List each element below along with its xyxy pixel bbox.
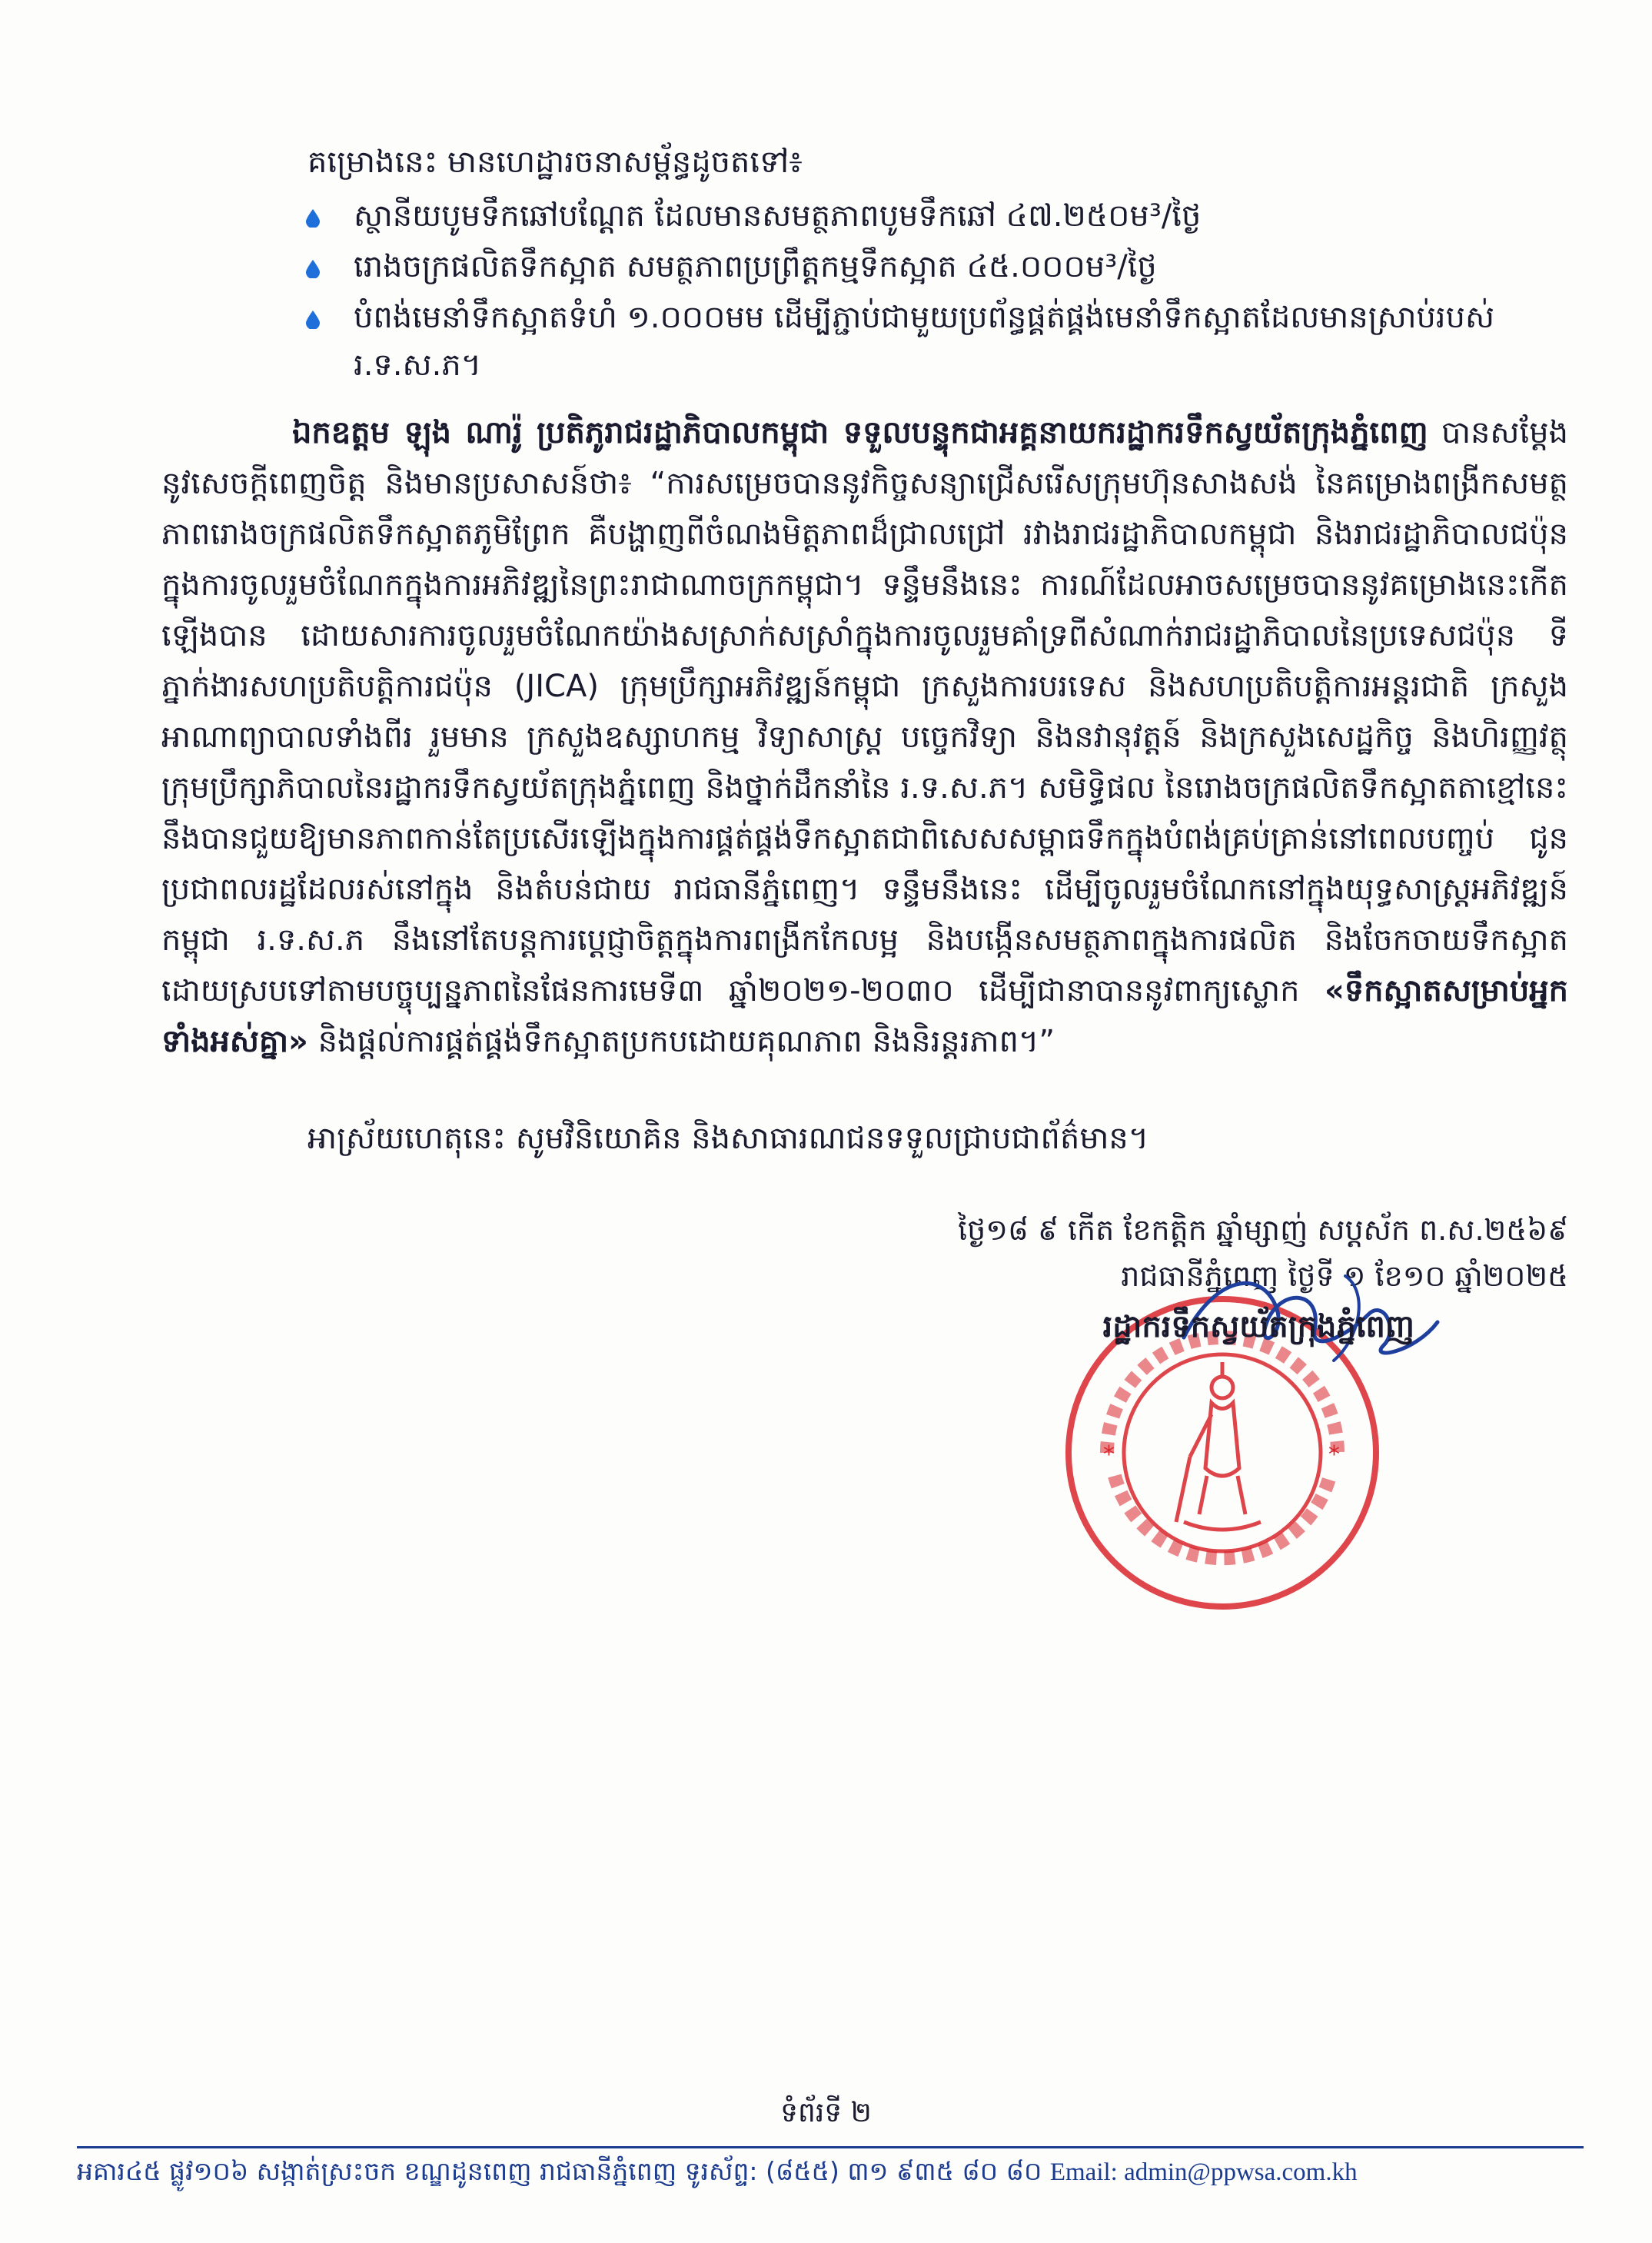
footer-address: អគារ៤៥ ផ្លូវ១០៦ សង្កាត់ស្រះចក ខណ្ឌដូនពេញ រាជធានីភ្នំពេញ ទូរស័ព្ទ: (៨៥៥) ៣១ ៩៣៥ ៨០ ៨០: [77, 2156, 1050, 2186]
list-item: [300, 192, 1568, 240]
footer-email[interactable]: Email: admin@ppwsa.com.kh: [1049, 2158, 1358, 2186]
list-item: [300, 243, 1568, 291]
footer-contact: [77, 2156, 1584, 2193]
water-drop-icon: [306, 209, 320, 228]
signatory-name: រដ្ឋាករទឹកស្វយ័តក្រុងភ្នំពេញ: [1102, 1309, 1414, 1344]
list-item-text: បំពង់មេនាំទឹកស្អាតទំហំ ១.០០០មម ដើម្បីភ្ជាប់ជាមួយប្រព័ន្ធផ្គត់ផ្គង់មេនាំទឹកស្អាតដែលមានស្រាប់របស់ រ.ទ.ស.ភ។: [354, 300, 1495, 383]
lunar-date: ថ្ងៃ១៨ ៩ កើត ខែកត្តិក ឆ្នាំម្សាញ់ សប្តស័ក ព.ស.២៥៦៩: [958, 1213, 1568, 1247]
solar-date: រាជធានីភ្នំពេញ ថ្ងៃទី ១ ខែ១០ ឆ្នាំ២០២៥: [1121, 1259, 1568, 1293]
speaker-title: ឯកឧត្តម ឡុង ណារ៉ូ ប្រតិភូរាជរដ្ឋាភិបាលកម្ពុជា ទទួលបន្ទុកជាអគ្គនាយករដ្ឋាករទឹកស្វយ័តក្រុងភ្នំពេញ: [292, 415, 1428, 450]
main-paragraph: [161, 407, 1568, 1067]
slogan: «ទឹកស្អាតសម្រាប់អ្នកទាំងអស់គ្នា»: [161, 973, 1568, 1059]
infrastructure-list: [300, 192, 1568, 392]
page-number: ទំព័រទី ២: [780, 2097, 872, 2128]
svg-text:*: *: [1103, 1441, 1115, 1468]
svg-text:*: *: [1328, 1441, 1340, 1468]
footer-divider: [77, 2146, 1584, 2148]
deity-figure-icon: [1176, 1362, 1261, 1530]
list-item-text: រោងចក្រផលិតទឹកស្អាត សមត្ថភាពប្រព្រឹត្តកម្មទឹកស្អាត ៤៥.០០០ម³/ថ្ងៃ: [354, 249, 1157, 284]
paragraph-body-end: និងផ្តល់ការផ្គត់ផ្គង់ទឹកស្អាតប្រកបដោយគុណភាព និងនិរន្តរភាព។”: [307, 1024, 1055, 1059]
closing-line: អាស្រ័យហេតុនេះ សូមវិនិយោគិន និងសាធារណជនទទួលជ្រាបជាព័ត៌មាន។: [307, 1121, 1149, 1156]
water-drop-icon: [306, 311, 320, 329]
list-item-text: ស្ថានីយបូមទឹកឆៅបណ្តែត ដែលមានសមត្ថភាពបូមទឹកឆៅ ៤៧.២៥០ម³/ថ្ងៃ: [354, 198, 1202, 234]
intro-line: គម្រោងនេះ មានហេដ្ឋារចនាសម្ព័ន្ធដូចតទៅ៖: [307, 145, 803, 180]
paragraph-body: បានសម្តែងនូវសេចក្តីពេញចិត្ត និងមានប្រសាសន៍ថា៖ “ការសម្រេចបាននូវកិច្ចសន្យាជ្រើសរើសក្រុមហ៊ុនសាងសង់ នៃគម្រោងពង្រីកសមត្ថភាពរោងចក្រផលិតទឹកស្អាតភូមិព្រែក គឺបង្ហាញពីចំណងមិត្តភាពដ៏ជ្រាលជ្រៅ រវាងរាជរដ្ឋាភិបាលកម្ពុជា និងរាជរដ្ឋាភិបាលជប៉ុន ក្នុងការចូលរួមចំណែកក្នុងការអភិវឌ្ឍនៃព្រះរាជាណាចក្រកម្ពុជា។ ទន្ទឹមនឹងនេះ ការណ៍ដែលអាចសម្រេចបាននូវគម្រោងនេះកើតឡើងបាន ដោយសារការចូលរួមចំណែកយ៉ាងសស្រាក់សស្រាំក្នុងការចូលរួមគាំទ្រពីសំណាក់រាជរដ្ឋាភិបាលនៃប្រទេសជប៉ុន ទីភ្នាក់ងារសហប្រតិបត្តិការជប៉ុន (JICA) ក្រុមប្រឹក្សាអភិវឌ្ឍន៍កម្ពុជា ក្រសួងការបរទេស និងសហប្រតិបត្តិការអន្តរជាតិ ក្រសួងអាណាព្យាបាលទាំងពីរ រួមមាន ក្រសួងឧស្សាហកម្ម វិទ្យាសាស្ត្រ បច្ចេកវិទ្យា និងនវានុវត្តន៍ និងក្រសួងសេដ្ឋកិច្ច និងហិរញ្ញវត្ថុ ក្រុមប្រឹក្សាភិបាលនៃរដ្ឋាករទឹកស្វយ័តក្រុងភ្នំពេញ និងថ្នាក់ដឹកនាំនៃ រ.ទ.ស.ភ។ សមិទ្ធិផល នៃរោងចក្រផលិតទឹកស្អាតតាខ្មៅនេះ នឹងបានជួយឱ្យមានភាពកាន់តែប្រសើរឡើងក្នុងការផ្គត់ផ្គង់ទឹកស្អាតជាពិសេសសម្ពាធទឹកក្នុងបំពង់គ្រប់គ្រាន់នៅពេលបញ្ចប់ ជូនប្រជាពលរដ្ឋដែលរស់នៅក្នុង និងតំបន់ជាយ រាជធានីភ្នំពេញ។ ទន្ទឹមនឹងនេះ ដើម្បីចូលរួមចំណែកនៅក្នុងយុទ្ធសាស្ត្រអភិវឌ្ឍន៍កម្ពុជា រ.ទ.ស.ភ នឹងនៅតែបន្តការប្តេជ្ញាចិត្តក្នុងការពង្រីកកែលម្អ និងបង្កើនសមត្ថភាពក្នុងការផលិត និងចែកចាយទឹកស្អាត ដោយស្របទៅតាមបច្ចុប្បន្នភាពនៃផែនការមេទី៣ ឆ្នាំ២០២១-២០៣០ ដើម្បីជានាបាននូវពាក្យស្លោក: [161, 415, 1568, 1009]
list-item: [300, 294, 1568, 389]
water-drop-icon: [306, 260, 320, 278]
